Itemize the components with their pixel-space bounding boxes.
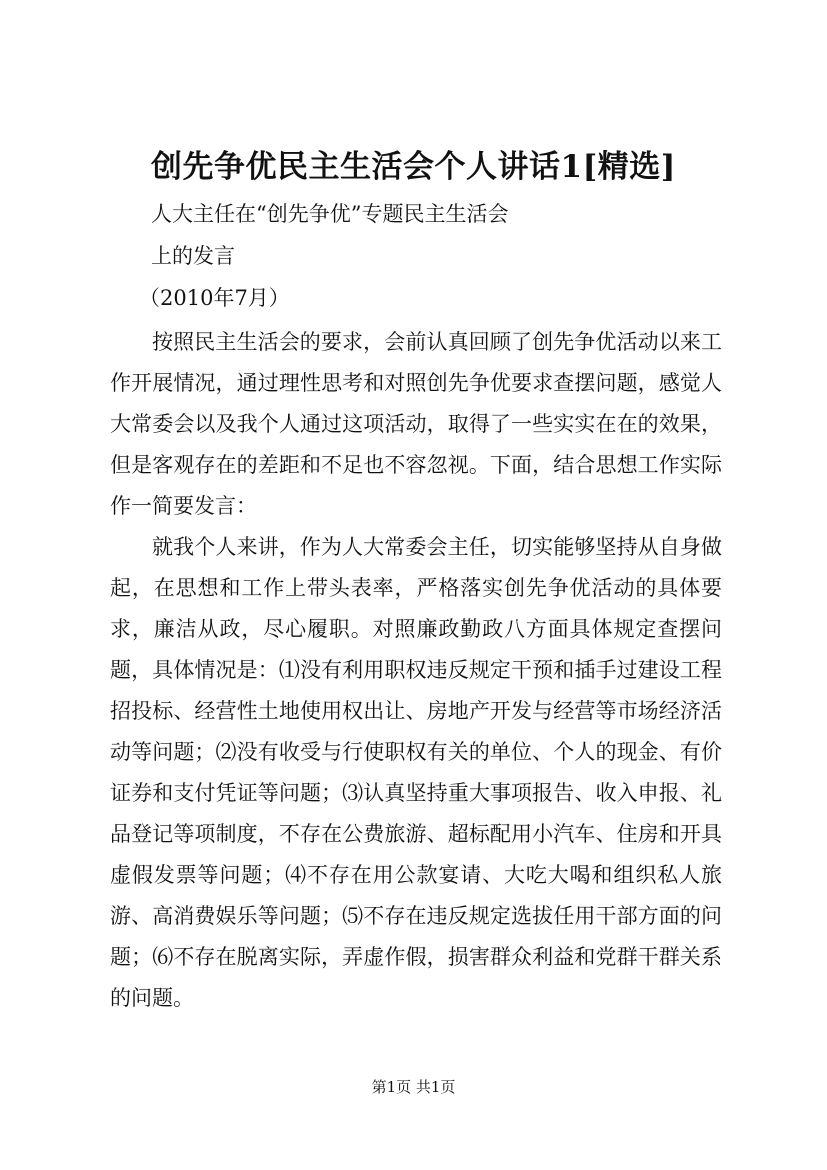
paragraph-intro: 按照民主生活会的要求，会前认真回顾了创先争优活动以来工作开展情况，通过理性思考和对照创先争优要求查摆问题，感觉人大常委会以及我个人通过这项活动，取得了一些实实在在的效果，但是客观存在的差距和不足也不容忽视。下面，结合思想工作实际作一简要发言：: [110, 330, 722, 518]
document-date: （2010年7月）: [139, 286, 290, 310]
subtitle-line-2: 上的发言: [151, 244, 235, 268]
document-body: [110, 322, 722, 1019]
subtitle-line-1: 人大主任在“创先争优”专题民主生活会: [151, 202, 509, 226]
document-title: 创先争优民主生活会个人讲话1[精选]: [151, 149, 676, 185]
page-footer: 第1页 共1页: [371, 1078, 456, 1096]
paragraph-self-review: 就我个人来讲，作为人大常委会主任，切实能够坚持从自身做起，在思想和工作上带头表率，严格落实创先争优活动的具体要求，廉洁从政，尽心履职。对照廉政勤政八方面具体规定查摆问题，具体情况是：⑴没有利用职权违反规定干预和插手过建设工程招投标、经营性土地使用权出让、房地产开发与经营等市场经济活动等问题；⑵没有收受与行使职权有关的单位、个人的现金、有价证券和支付凭证等问题；⑶认真坚持重大事项报告、收入申报、礼品登记等项制度，不存在公费旅游、超标配用小汽车、住房和开具虚假发票等问题；⑷不存在用公款宴请、大吃大喝和组织私人旅游、高消费娱乐等问题；⑸不存在违反规定选拔任用干部方面的问题；⑹不存在脱离实际，弄虚作假，损害群众利益和党群干群关系的问题。: [110, 535, 722, 1010]
